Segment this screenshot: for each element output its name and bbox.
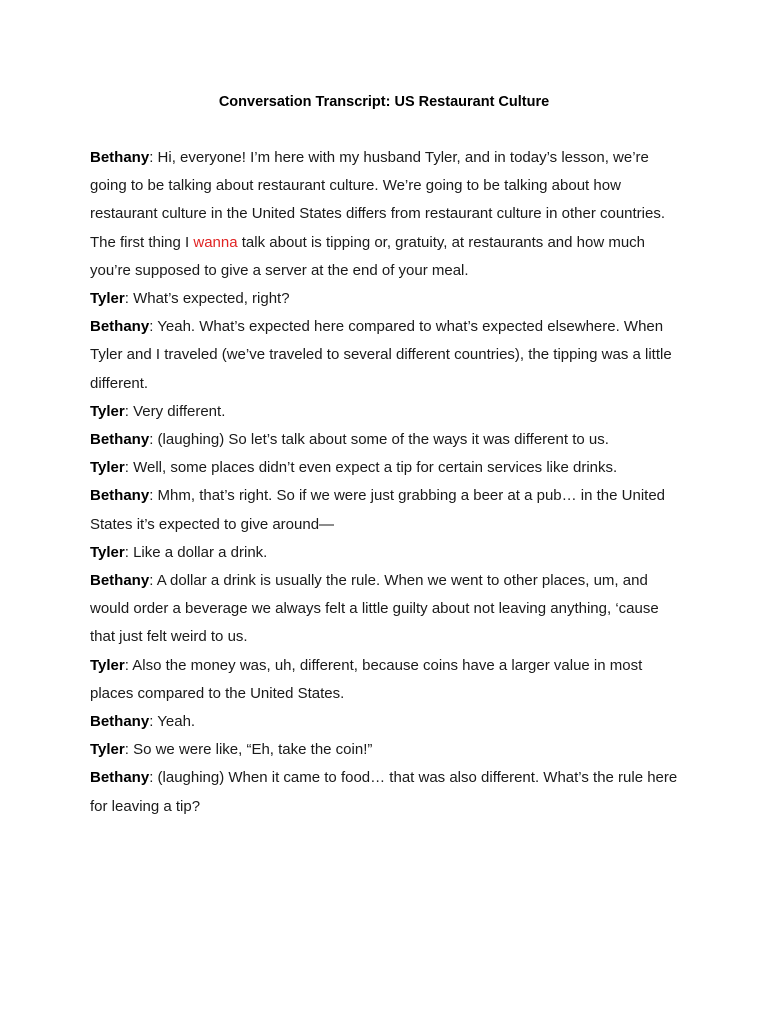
transcript-line bbox=[90, 708, 680, 736]
line-text: : Hi, everyone! I’m here with my husband Tyler, and in today’s lesson, we’re going to be talking about restaurant culture. We’re going to be talking about how restaurant culture in the United States differs from restaurant culture in other countries. The first thing I bbox=[90, 149, 666, 251]
speaker-name: Tyler bbox=[90, 543, 125, 561]
speaker-name: Bethany bbox=[90, 149, 150, 166]
transcript-line bbox=[90, 313, 680, 398]
transcript bbox=[90, 144, 680, 821]
transcript-line bbox=[90, 736, 680, 764]
speaker-name: Tyler bbox=[90, 459, 125, 477]
transcript-line bbox=[90, 764, 680, 820]
transcript-line bbox=[90, 426, 680, 454]
speaker-name: Tyler bbox=[90, 290, 125, 308]
speaker-name: Bethany bbox=[90, 431, 150, 449]
transcript-line bbox=[90, 454, 680, 482]
line-text: : So we were like, “Eh, take the coin!” bbox=[124, 741, 373, 759]
line-text: : Yeah. bbox=[149, 713, 196, 731]
line-text: : Yeah. What’s expected here compared to what’s expected elsewhere. When Tyler and I traveled (we’ve traveled to several different countries), the tipping was a little different. bbox=[90, 318, 672, 392]
transcript-line bbox=[90, 567, 680, 652]
line-text: : A dollar a drink is usually the rule. When we went to other places, um, and would order a beverage we always felt a little guilty about not leaving anything, ‘cause that just felt weird to us. bbox=[90, 572, 659, 646]
line-text: : (laughing) When it came to food… that was also different. What’s the rule here for leaving a tip? bbox=[90, 769, 678, 815]
transcript-line bbox=[90, 539, 680, 567]
line-text: : Mhm, that’s right. So if we were just grabbing a beer at a pub… in the United States it’s expected to give around— bbox=[90, 487, 666, 533]
line-text: : Well, some places didn’t even expect a tip for certain services like drinks. bbox=[124, 459, 618, 477]
speaker-name: Tyler bbox=[90, 656, 125, 674]
speaker-name: Bethany bbox=[90, 318, 150, 336]
transcript-line bbox=[90, 398, 680, 426]
speaker-name: Bethany bbox=[90, 572, 150, 590]
transcript-line bbox=[90, 144, 680, 285]
highlighted-word: wanna bbox=[193, 233, 238, 251]
speaker-name: Tyler bbox=[90, 402, 125, 420]
line-text: : Like a dollar a drink. bbox=[124, 543, 268, 561]
speaker-name: Bethany bbox=[90, 769, 150, 787]
speaker-name: Bethany bbox=[90, 487, 150, 505]
line-text: talk about is tipping or, gratuity, at restaurants and how much you’re supposed to give a server at the end of your meal. bbox=[90, 233, 646, 279]
transcript-line bbox=[90, 652, 680, 708]
speaker-name: Tyler bbox=[90, 741, 125, 759]
line-text: : (laughing) So let’s talk about some of the ways it was different to us. bbox=[149, 431, 609, 449]
transcript-line bbox=[90, 482, 680, 538]
speaker-name: Bethany bbox=[90, 713, 150, 731]
line-text: : Very different. bbox=[124, 402, 226, 420]
transcript-line bbox=[90, 285, 680, 313]
line-text: : What’s expected, right? bbox=[124, 290, 290, 308]
document-title: Conversation Transcript: US Restaurant Culture bbox=[218, 94, 550, 110]
line-text: : Also the money was, uh, different, because coins have a larger value in most places compared to the United States. bbox=[90, 656, 643, 702]
